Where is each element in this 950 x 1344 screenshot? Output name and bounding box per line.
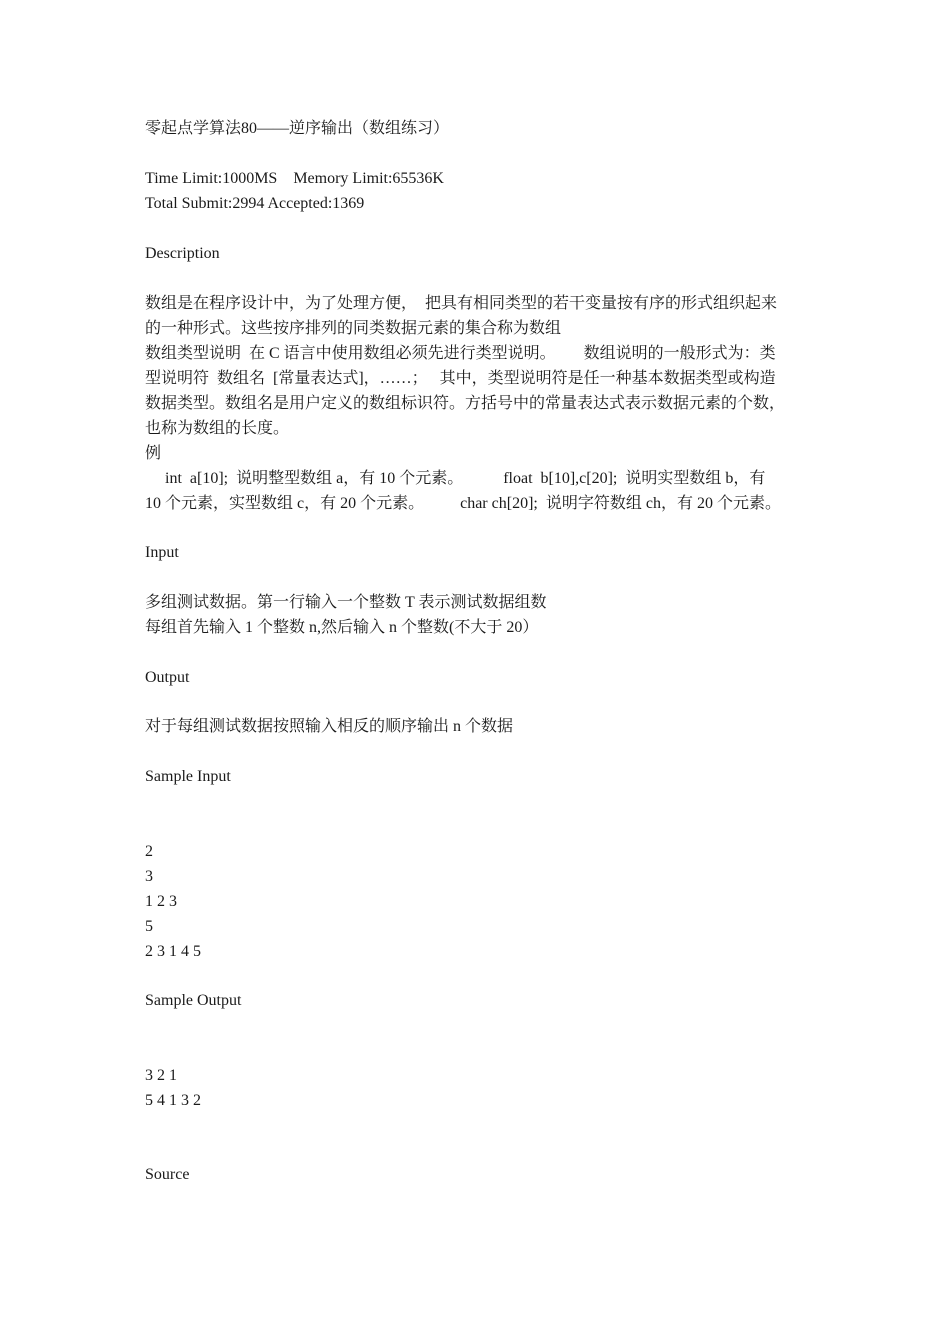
output-line: 对于每组测试数据按照输入相反的顺序输出 n 个数据 [145,718,514,735]
problem-limits [145,166,444,216]
sample-output-block [145,1063,201,1113]
problem-page [145,0,810,1344]
sample-input-line: 3 [145,868,153,885]
output-heading: Output [145,669,190,686]
submit-accepted-count: Total Submit:2994 Accepted:1369 [145,195,365,212]
description-line: 型说明符 数组名 [常量表达式]，……； 其中，类型说明符是任一种基本数据类型或构造 [145,370,776,387]
sample-output-line: 3 2 1 [145,1067,177,1084]
description-line: 数组是在程序设计中，为了处理方便， 把具有相同类型的若干变量按有序的形式组织起来 [145,295,778,312]
description-line: 也称为数组的长度。 [145,420,290,437]
time-memory-limit: Time Limit:1000MS Memory Limit:65536K [145,170,444,187]
description-heading: Description [145,245,220,262]
description-line: int a[10]; 说明整型数组 a，有 10 个元素。 float b[10],c[20]; 说明实型数组 b，有 [145,470,766,487]
sample-input-block [145,839,201,964]
input-body [145,590,547,640]
sample-input-line: 1 2 3 [145,893,177,910]
sample-output-line: 5 4 1 3 2 [145,1092,201,1109]
input-heading: Input [145,544,179,561]
description-line: 数据类型。数组名是用户定义的数组标识符。方括号中的常量表达式表示数据元素的个数， [145,395,786,412]
description-line: 例 [145,445,162,462]
source-heading: Source [145,1166,190,1183]
sample-input-heading: Sample Input [145,768,231,785]
description-body [145,291,785,516]
sample-input-line: 5 [145,918,153,935]
description-line: 10 个元素，实型数组 c，有 20 个元素。 char ch[20]; 说明字符数组 ch，有 20 个元素。 [145,495,781,512]
output-body [145,714,513,739]
sample-output-heading: Sample Output [145,992,242,1009]
input-line: 每组首先输入 1 个整数 n,然后输入 n 个整数(不大于 20） [145,619,539,636]
description-line: 数组类型说明 在 C 语言中使用数组必须先进行类型说明。 数组说明的一般形式为：类 [145,345,776,362]
input-line: 多组测试数据。第一行输入一个整数 T 表示测试数据组数 [145,594,547,611]
problem-title: 零起点学算法80——逆序输出（数组练习） [145,120,450,137]
sample-input-line: 2 3 1 4 5 [145,943,201,960]
sample-input-line: 2 [145,843,153,860]
description-line: 的一种形式。这些按序排列的同类数据元素的集合称为数组 [145,320,562,337]
